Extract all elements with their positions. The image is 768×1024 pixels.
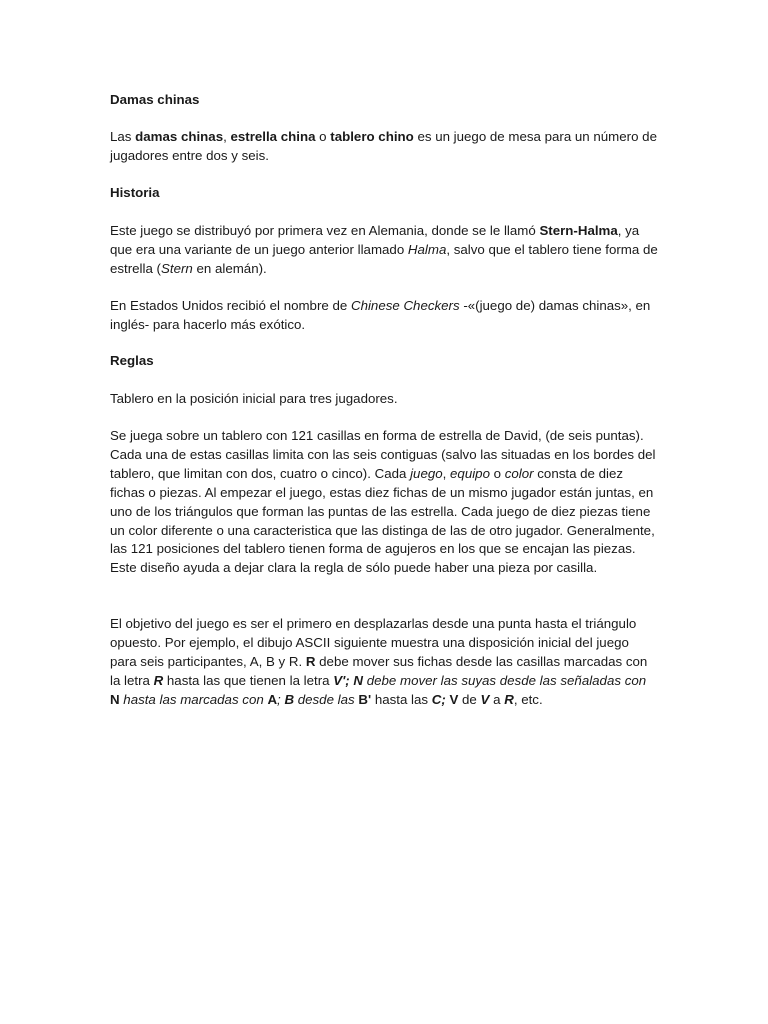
section-heading-historia: Historia <box>110 185 160 200</box>
paragraph-text: hasta las <box>371 691 432 707</box>
reglas-paragraph-2 <box>110 427 658 578</box>
term-stern: Stern <box>161 260 193 276</box>
intro-text: o <box>315 129 331 144</box>
paragraph-italic-text: ; <box>277 691 285 707</box>
letter-r: R <box>305 653 316 669</box>
term-halma: Halma <box>407 241 447 257</box>
reglas-paragraph-1: Tablero en la posición inicial para tres jugadores. <box>110 391 398 406</box>
paragraph-text: -«(juego de) damas chinas», en inglés- para hacerlo más exótico. <box>110 298 651 332</box>
term-tablero-chino: tablero chino <box>330 129 414 144</box>
paragraph-text: , ya que era una variante de un juego anterior llamado <box>110 223 640 257</box>
term-juego: juego <box>410 465 443 481</box>
letter-v-italic: V <box>480 691 490 707</box>
section-heading-reglas: Reglas <box>110 353 154 368</box>
letter-n <box>353 673 363 688</box>
paragraph-italic-text: desde las <box>294 691 359 707</box>
paragraph-italic-text: debe mover las suyas desde las señaladas con <box>363 672 647 688</box>
paragraph-text: , salvo que el tablero tiene forma de estrella ( <box>110 241 658 276</box>
paragraph-text: , <box>442 465 451 481</box>
paragraph-text: Se juega sobre un tablero con 121 casillas en forma de estrella de David, (de seis puntas). Cada una de estas casillas limita con las seis contiguas (salvo las situadas en los bordes del tablero, que limitan con dos, cuatro o cinco). Cada <box>110 428 656 481</box>
letter-r <box>504 692 514 707</box>
intro-paragraph <box>110 128 658 166</box>
paragraph-text: de <box>458 691 481 707</box>
letter-n-italic: N <box>353 672 364 688</box>
term-color: color <box>504 465 534 481</box>
term-chinese-checkers: Chinese Checkers <box>350 298 460 313</box>
letter-v: V <box>449 691 459 707</box>
intro-text: es un juego de mesa para un número de jugadores entre dos y seis. <box>110 129 657 163</box>
intro-text: Las <box>110 129 136 144</box>
letter-v-prime <box>333 673 349 688</box>
letter-r-italic: R <box>153 672 164 688</box>
paragraph-text: en alemán). <box>192 260 267 276</box>
paragraph-text: , etc. <box>513 691 543 707</box>
paragraph-text: En Estados Unidos recibió el nombre de <box>110 298 351 313</box>
historia-paragraph-2 <box>110 297 658 335</box>
term-estrella-china: estrella china <box>230 129 316 144</box>
paragraph-text: El objetivo del juego es ser el primero en desplazarlas desde una punta hasta el triángulo opuesto. Por ejemplo, el dibujo ASCII siguiente muestra una disposición inicial del juego para seis participantes, A, B y R. <box>110 616 637 669</box>
letter-b-prime: B' <box>358 691 372 707</box>
paragraph-text: a <box>489 691 505 707</box>
intro-text: , <box>223 129 231 144</box>
letter-c-italic: C; <box>431 691 446 707</box>
letter-a: A <box>267 691 278 707</box>
letter-v-prime-italic: V'; <box>333 672 350 688</box>
letter-b-italic: B <box>284 691 295 707</box>
paragraph-text: consta de diez fichas o piezas. Al empezar el juego, estas diez fichas de un mismo jugador están juntas, en uno de los triángulos que forman las puntas de las estrella. Cada juego de diez piezas tiene un color diferente o una caracteristica que las distinga de las de otro jugador. Generalmente, las 121 posiciones del tablero tienen forma de agujeros en los que se encajan las piezas. Este diseño ayuda a dejar clara la regla de sólo puede haber una pieza por casilla. <box>110 465 655 576</box>
paragraph-italic-text: hasta las marcadas con <box>119 691 268 707</box>
document-title: Damas chinas <box>110 92 200 107</box>
paragraph-text: debe mover sus fichas desde las casillas marcadas con la letra <box>110 653 648 688</box>
letter-r <box>154 673 164 688</box>
paragraph-text: hasta las que tienen la letra <box>163 672 334 688</box>
letter-r-italic: R <box>504 691 514 707</box>
letter-c <box>432 692 446 707</box>
historia-paragraph-1 <box>110 222 658 279</box>
paragraph-text: o <box>489 465 505 481</box>
paragraph-text: Este juego se distribuyó por primera vez en Alemania, donde se le llamó <box>110 223 540 238</box>
term-equipo: equipo <box>450 465 490 481</box>
term-damas-chinas: damas chinas <box>135 129 224 144</box>
letter-n: N <box>110 691 120 707</box>
term-stern-halma: Stern-Halma <box>539 223 618 238</box>
reglas-paragraph-3 <box>110 615 658 710</box>
letter-b <box>284 692 294 707</box>
